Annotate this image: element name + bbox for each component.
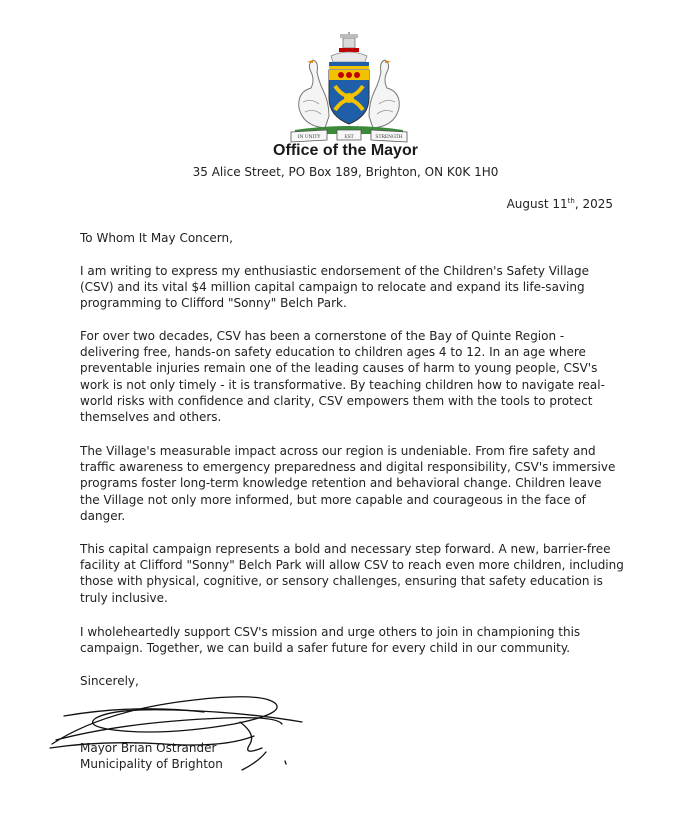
date-prefix: August 11 [506, 197, 568, 211]
town-crest-icon [285, 32, 413, 144]
paragraph-3: The Village's measurable impact across our region is undeniable. From fire safety and traffic awareness to emergency preparedness and digital responsibility, CSV's immersive programs foster long-term knowledge retention and behavioral change. Children leave the Village not only more informed, but more capable and courageous in the face of danger. [80, 444, 616, 523]
motto-center: EST [344, 135, 354, 140]
office-title: Office of the Mayor [273, 142, 418, 159]
signatory-name: Mayor Brian Ostrander [80, 741, 217, 755]
date-ordinal: th [567, 197, 575, 205]
paragraph-2: For over two decades, CSV has been a cornerstone of the Bay of Quinte Region - delivering free, hands-on safety education to children ages 4 to 12. In an age where preventable injuries remain one of the leading causes of harm to young people, CSV's work is not only timely - it is transformative. By teaching children how to navigate real-world risks with confidence and clarity, CSV empowers them with the tools to protect themselves and others. [80, 329, 605, 425]
motto-left: IN UNITY [297, 135, 321, 140]
handwritten-signature-icon [44, 682, 314, 774]
letter-date [507, 197, 613, 211]
motto-right: STRENGTH [375, 135, 403, 140]
salutation: To Whom It May Concern, [80, 231, 233, 245]
date-suffix: , 2025 [574, 197, 613, 211]
closing: Sincerely, [80, 674, 139, 688]
paragraph-4: This capital campaign represents a bold and necessary step forward. A new, barrier-free facility at Clifford "Sonny" Belch Park will allow CSV to reach even more children, including those with physical, cognitive, or sensory challenges, ensuring that safety education is truly inclusive. [80, 542, 624, 605]
office-address: 35 Alice Street, PO Box 189, Brighton, ON K0K 1H0 [192, 165, 499, 179]
signatory-org: Municipality of Brighton [80, 757, 223, 771]
paragraph-1: I am writing to express my enthusiastic endorsement of the Children's Safety Village (CSV) and its vital $4 million capital campaign to relocate and expand its life-saving programming to Clifford "Sonny" Belch Park. [80, 264, 590, 311]
paragraph-5: I wholeheartedly support CSV's mission and urge others to join in championing this campaign. Together, we can build a safer future for every child in our community. [80, 625, 581, 656]
